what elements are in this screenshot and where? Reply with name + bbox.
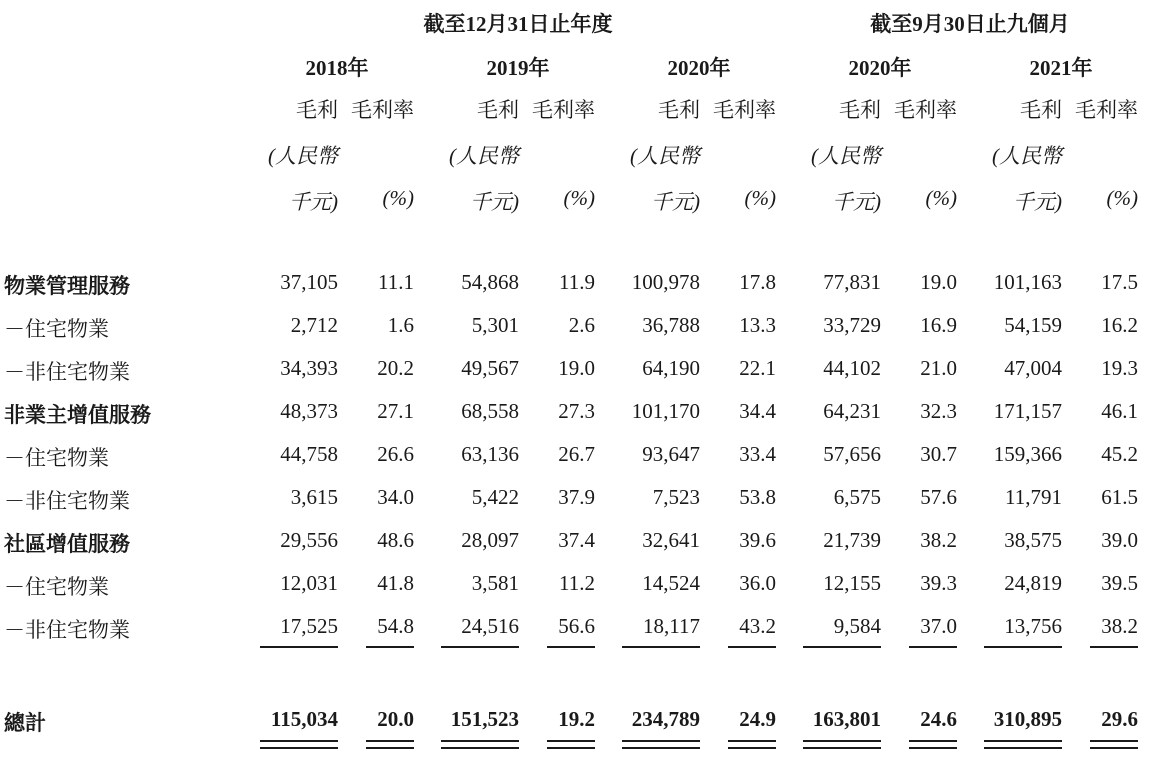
- unit-label-percent: (%): [382, 186, 414, 210]
- row-label: －住宅物業: [4, 575, 109, 599]
- cell-margin: 27.1: [377, 399, 414, 423]
- column-header-gross-profit: 毛利: [477, 98, 519, 122]
- cell-margin: 54.8: [377, 614, 414, 638]
- subtotal-rule: [441, 646, 519, 648]
- cell-gross-profit: 63,136: [461, 442, 519, 466]
- total-double-rule: [728, 747, 776, 749]
- unit-label-rmb: (人民幣: [630, 144, 700, 168]
- cell-margin: 21.0: [920, 356, 957, 380]
- subtotal-rule: [909, 646, 957, 648]
- cell-margin: 26.7: [558, 442, 595, 466]
- cell-margin: 56.6: [558, 614, 595, 638]
- unit-label-thousand: 千元): [832, 190, 881, 214]
- column-header-margin: 毛利率: [894, 98, 957, 122]
- cell-margin: 57.6: [920, 485, 957, 509]
- cell-margin: 36.0: [739, 571, 776, 595]
- row-label: －非住宅物業: [4, 360, 130, 384]
- cell-gross-profit: 34,393: [280, 356, 338, 380]
- column-header-margin: 毛利率: [351, 98, 414, 122]
- cell-margin: 61.5: [1101, 485, 1138, 509]
- unit-label-rmb: (人民幣: [992, 144, 1062, 168]
- row-label: 社區增值服務: [4, 532, 130, 556]
- cell-margin: 37.4: [558, 528, 595, 552]
- subtotal-rule: [728, 646, 776, 648]
- column-header-gross-profit: 毛利: [296, 98, 338, 122]
- cell-margin: 43.2: [739, 614, 776, 638]
- cell-gross-profit: 29,556: [280, 528, 338, 552]
- cell-gross-profit: 7,523: [652, 485, 700, 509]
- cell-gross-profit: 21,739: [823, 528, 881, 552]
- cell-gross-profit: 64,190: [642, 356, 700, 380]
- total-double-rule: [260, 740, 338, 742]
- cell-gross-profit: 159,366: [993, 442, 1062, 466]
- cell-margin: 16.2: [1101, 313, 1138, 337]
- cell-margin: 13.3: [739, 313, 776, 337]
- cell-gross-profit: 57,656: [823, 442, 881, 466]
- cell-gross-profit: 101,163: [993, 270, 1062, 294]
- cell-gross-profit: 36,788: [642, 313, 700, 337]
- cell-gross-profit: 3,581: [471, 571, 519, 595]
- cell-gross-profit: 6,575: [833, 485, 881, 509]
- cell-gross-profit: 3,615: [290, 485, 338, 509]
- subtotal-rule: [547, 646, 595, 648]
- cell-margin: 27.3: [558, 399, 595, 423]
- cell-margin: 26.6: [377, 442, 414, 466]
- total-double-rule: [728, 740, 776, 742]
- total-margin: 19.2: [558, 707, 595, 731]
- total-double-rule: [441, 747, 519, 749]
- row-label: －住宅物業: [4, 446, 109, 470]
- cell-gross-profit: 54,868: [461, 270, 519, 294]
- cell-gross-profit: 33,729: [823, 313, 881, 337]
- subtotal-rule: [803, 646, 881, 648]
- cell-margin: 53.8: [739, 485, 776, 509]
- row-label: 非業主增值服務: [4, 403, 151, 427]
- cell-margin: 39.3: [920, 571, 957, 595]
- cell-gross-profit: 24,516: [461, 614, 519, 638]
- cell-margin: 11.9: [559, 270, 595, 294]
- cell-margin: 11.1: [378, 270, 414, 294]
- year-header: 2020年: [667, 56, 731, 80]
- cell-margin: 19.0: [558, 356, 595, 380]
- cell-gross-profit: 12,031: [280, 571, 338, 595]
- unit-label-percent: (%): [744, 186, 776, 210]
- total-margin: 29.6: [1101, 707, 1138, 731]
- cell-gross-profit: 38,575: [1004, 528, 1062, 552]
- cell-margin: 32.3: [920, 399, 957, 423]
- row-label: 物業管理服務: [4, 274, 130, 298]
- subtotal-rule: [1090, 646, 1138, 648]
- cell-gross-profit: 12,155: [823, 571, 881, 595]
- cell-gross-profit: 14,524: [642, 571, 700, 595]
- total-margin: 20.0: [377, 707, 414, 731]
- total-margin: 24.6: [920, 707, 957, 731]
- total-double-rule: [622, 747, 700, 749]
- column-header-gross-profit: 毛利: [839, 98, 881, 122]
- cell-margin: 37.9: [558, 485, 595, 509]
- total-double-rule: [1090, 740, 1138, 742]
- unit-label-percent: (%): [1106, 186, 1138, 210]
- cell-margin: 17.5: [1101, 270, 1138, 294]
- cell-margin: 17.8: [739, 270, 776, 294]
- column-header-margin: 毛利率: [532, 98, 595, 122]
- cell-gross-profit: 54,159: [1004, 313, 1062, 337]
- year-header: 2019年: [486, 56, 550, 80]
- total-gross-profit: 151,523: [450, 707, 519, 731]
- cell-gross-profit: 24,819: [1004, 571, 1062, 595]
- unit-label-rmb: (人民幣: [449, 144, 519, 168]
- column-header-gross-profit: 毛利: [1020, 98, 1062, 122]
- total-gross-profit: 234,789: [631, 707, 700, 731]
- row-label: －非住宅物業: [4, 489, 130, 513]
- total-double-rule: [622, 740, 700, 742]
- period-header-nine-months: 截至9月30日止九個月: [870, 12, 1070, 36]
- cell-gross-profit: 77,831: [823, 270, 881, 294]
- row-label: －住宅物業: [4, 317, 109, 341]
- cell-gross-profit: 37,105: [280, 270, 338, 294]
- cell-margin: 2.6: [568, 313, 595, 337]
- unit-label-thousand: 千元): [470, 190, 519, 214]
- total-double-rule: [260, 747, 338, 749]
- cell-gross-profit: 44,102: [823, 356, 881, 380]
- cell-gross-profit: 49,567: [461, 356, 519, 380]
- total-margin: 24.9: [739, 707, 776, 731]
- year-header: 2018年: [305, 56, 369, 80]
- cell-margin: 34.0: [377, 485, 414, 509]
- total-gross-profit: 115,034: [270, 707, 338, 731]
- cell-gross-profit: 44,758: [280, 442, 338, 466]
- total-double-rule: [547, 747, 595, 749]
- cell-gross-profit: 32,641: [642, 528, 700, 552]
- cell-margin: 45.2: [1101, 442, 1138, 466]
- total-double-rule: [441, 740, 519, 742]
- year-header: 2020年: [848, 56, 912, 80]
- unit-label-thousand: 千元): [289, 190, 338, 214]
- row-label: －非住宅物業: [4, 618, 130, 642]
- total-gross-profit: 310,895: [993, 707, 1062, 731]
- cell-margin: 37.0: [920, 614, 957, 638]
- year-header: 2021年: [1029, 56, 1093, 80]
- total-double-rule: [547, 740, 595, 742]
- subtotal-rule: [260, 646, 338, 648]
- cell-margin: 19.0: [920, 270, 957, 294]
- unit-label-thousand: 千元): [651, 190, 700, 214]
- cell-margin: 38.2: [920, 528, 957, 552]
- column-header-margin: 毛利率: [713, 98, 776, 122]
- cell-margin: 19.3: [1101, 356, 1138, 380]
- cell-gross-profit: 11,791: [1005, 485, 1062, 509]
- subtotal-rule: [366, 646, 414, 648]
- total-double-rule: [984, 740, 1062, 742]
- column-header-margin: 毛利率: [1075, 98, 1138, 122]
- cell-gross-profit: 2,712: [290, 313, 338, 337]
- cell-margin: 20.2: [377, 356, 414, 380]
- cell-margin: 16.9: [920, 313, 957, 337]
- cell-margin: 11.2: [559, 571, 595, 595]
- cell-margin: 34.4: [739, 399, 776, 423]
- cell-gross-profit: 101,170: [631, 399, 700, 423]
- total-double-rule: [366, 747, 414, 749]
- cell-gross-profit: 48,373: [280, 399, 338, 423]
- cell-margin: 46.1: [1101, 399, 1138, 423]
- cell-margin: 39.5: [1101, 571, 1138, 595]
- total-double-rule: [909, 747, 957, 749]
- cell-gross-profit: 5,301: [471, 313, 519, 337]
- unit-label-percent: (%): [563, 186, 595, 210]
- subtotal-rule: [984, 646, 1062, 648]
- cell-gross-profit: 28,097: [461, 528, 519, 552]
- total-double-rule: [803, 740, 881, 742]
- unit-label-rmb: (人民幣: [811, 144, 881, 168]
- cell-gross-profit: 171,157: [993, 399, 1062, 423]
- cell-margin: 39.0: [1101, 528, 1138, 552]
- cell-gross-profit: 47,004: [1004, 356, 1062, 380]
- total-gross-profit: 163,801: [812, 707, 881, 731]
- column-header-gross-profit: 毛利: [658, 98, 700, 122]
- total-double-rule: [984, 747, 1062, 749]
- cell-gross-profit: 100,978: [631, 270, 700, 294]
- cell-gross-profit: 5,422: [471, 485, 519, 509]
- cell-gross-profit: 18,117: [643, 614, 700, 638]
- cell-gross-profit: 68,558: [461, 399, 519, 423]
- cell-margin: 1.6: [387, 313, 414, 337]
- total-double-rule: [909, 740, 957, 742]
- cell-gross-profit: 13,756: [1004, 614, 1062, 638]
- cell-gross-profit: 93,647: [642, 442, 700, 466]
- unit-label-rmb: (人民幣: [268, 144, 338, 168]
- total-double-rule: [366, 740, 414, 742]
- cell-margin: 48.6: [377, 528, 414, 552]
- cell-margin: 33.4: [739, 442, 776, 466]
- period-header-year-ended: 截至12月31日止年度: [423, 12, 613, 36]
- cell-gross-profit: 64,231: [823, 399, 881, 423]
- total-label: 總計: [4, 711, 46, 735]
- unit-label-percent: (%): [925, 186, 957, 210]
- total-double-rule: [803, 747, 881, 749]
- unit-label-thousand: 千元): [1013, 190, 1062, 214]
- total-double-rule: [1090, 747, 1138, 749]
- cell-margin: 30.7: [920, 442, 957, 466]
- cell-margin: 39.6: [739, 528, 776, 552]
- cell-margin: 41.8: [377, 571, 414, 595]
- cell-gross-profit: 17,525: [280, 614, 338, 638]
- cell-margin: 38.2: [1101, 614, 1138, 638]
- cell-gross-profit: 9,584: [833, 614, 881, 638]
- cell-margin: 22.1: [739, 356, 776, 380]
- subtotal-rule: [622, 646, 700, 648]
